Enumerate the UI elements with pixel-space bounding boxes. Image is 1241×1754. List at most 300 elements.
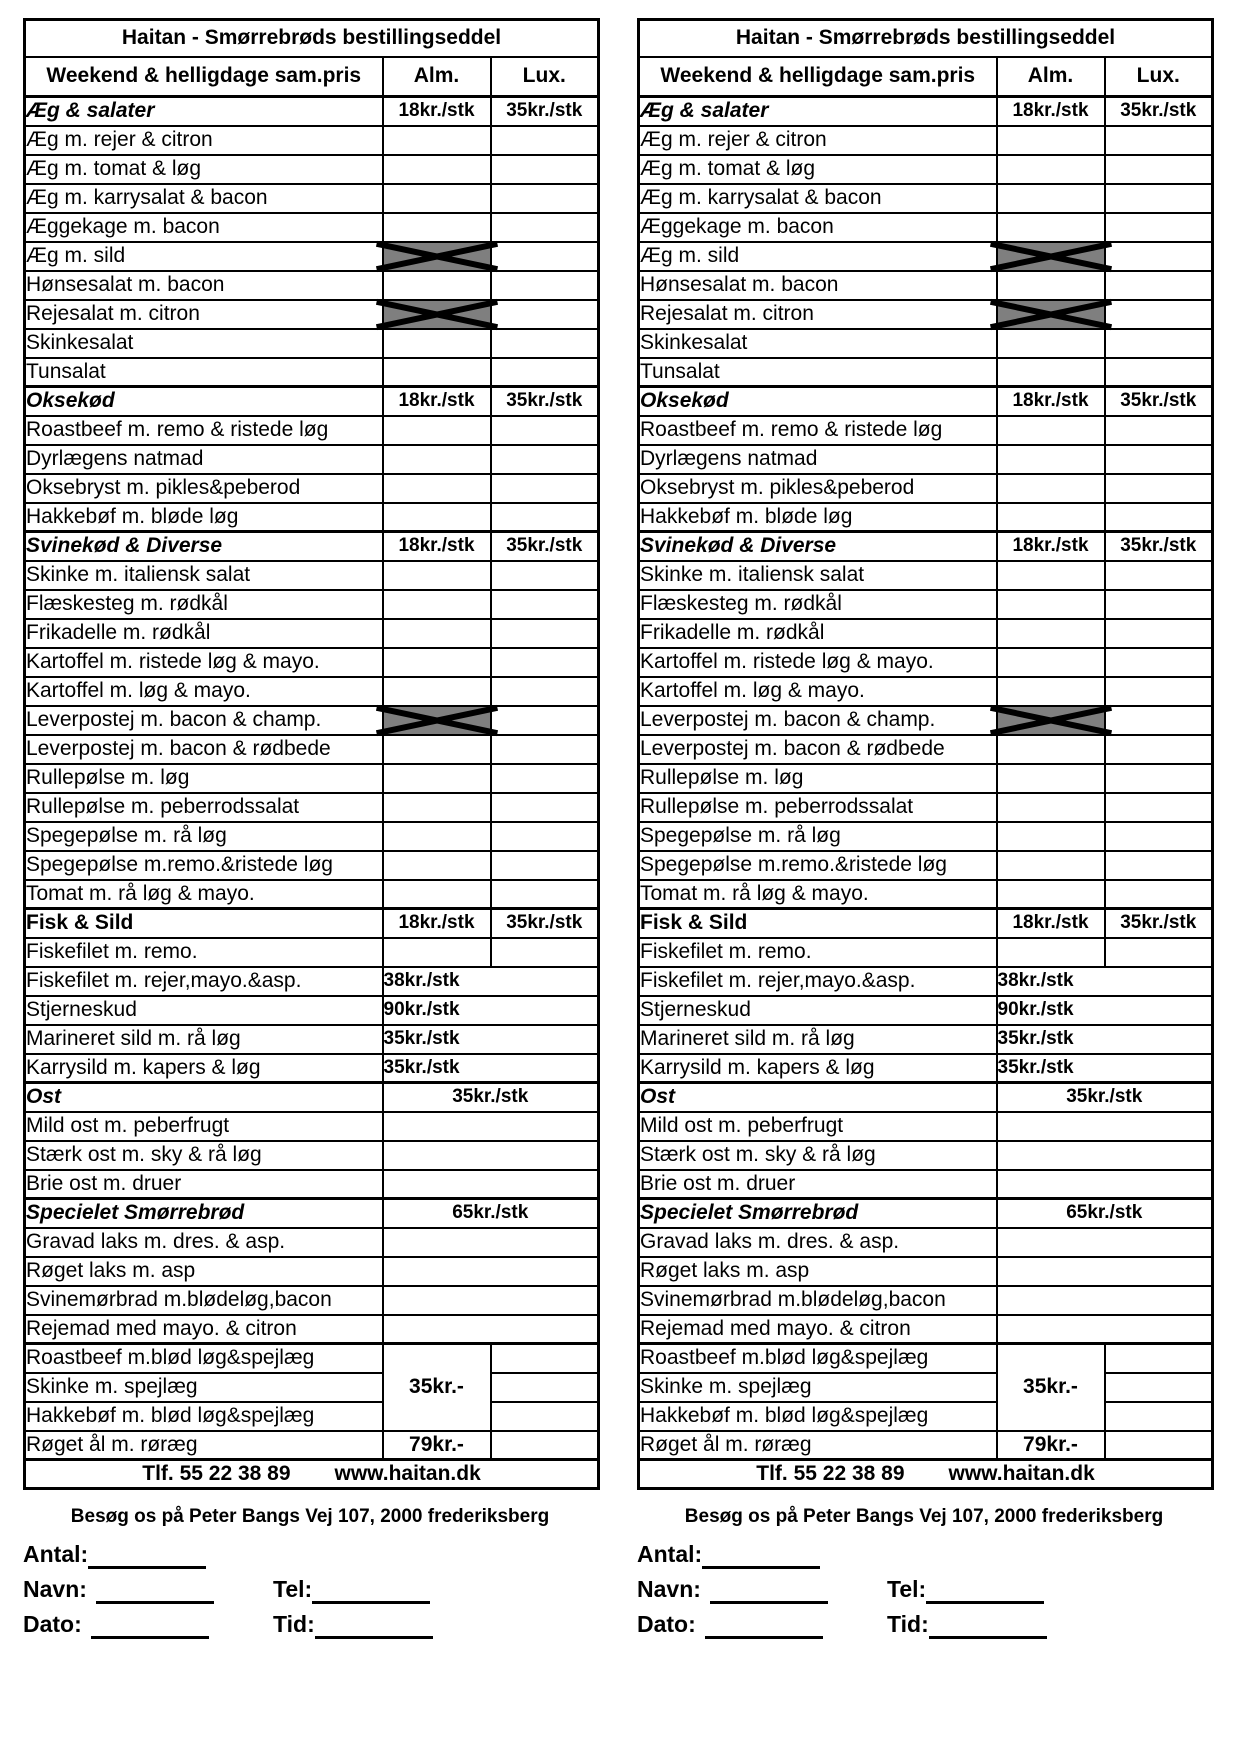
- lux-empty-cell: [1105, 503, 1213, 532]
- alm-price-cell: 18kr./stk: [997, 909, 1105, 938]
- tid-blank-line[interactable]: [315, 1614, 433, 1639]
- menu-row: [25, 1257, 599, 1286]
- item-name-cell: Roastbeef m. remo & ristede løg: [639, 416, 997, 445]
- antal-line: [23, 1541, 597, 1576]
- item-name-cell: Leverpostej m. bacon & champ.: [639, 706, 997, 735]
- merged-empty-cell: [383, 1170, 599, 1199]
- lux-empty-cell: [1105, 1373, 1213, 1402]
- menu-row: [25, 1112, 599, 1141]
- merged-empty-cell: [383, 1286, 599, 1315]
- lux-empty-cell: [491, 329, 599, 358]
- menu-row: [639, 1431, 1213, 1460]
- lux-empty-cell: [491, 880, 599, 909]
- menu-row: [25, 1344, 599, 1373]
- alm-empty-cell: [997, 213, 1105, 242]
- lux-empty-cell: [1105, 822, 1213, 851]
- item-name-cell: Karrysild m. kapers & løg: [25, 1054, 383, 1083]
- lux-price-cell: 35kr./stk: [491, 909, 599, 938]
- item-name-cell: Roastbeef m. remo & ristede løg: [25, 416, 383, 445]
- antal-line: [637, 1541, 1211, 1576]
- phone-number: Tlf. 55 22 38 89: [756, 1462, 905, 1485]
- merged-price-cell: 38kr./stk: [997, 967, 1213, 996]
- section-row: [639, 532, 1213, 561]
- item-name-cell: Rullepølse m. løg: [25, 764, 383, 793]
- table-header-row: [639, 57, 1213, 97]
- merged-empty-cell: [997, 1257, 1213, 1286]
- section-name-cell: Specielet Smørrebrød: [25, 1199, 383, 1228]
- menu-row: [25, 851, 599, 880]
- lux-price-cell: 35kr./stk: [1105, 909, 1213, 938]
- menu-row: [639, 300, 1213, 329]
- lux-empty-cell: [491, 126, 599, 155]
- navn-tel-line: [637, 1576, 1211, 1611]
- menu-rows: [639, 97, 1213, 1460]
- item-name-cell: Leverpostej m. bacon & champ.: [25, 706, 383, 735]
- item-name-cell: Mild ost m. peberfrugt: [639, 1112, 997, 1141]
- alm-empty-cell: [997, 271, 1105, 300]
- alm-empty-cell: [383, 590, 491, 619]
- section-row: [25, 387, 599, 416]
- lux-empty-cell: [1105, 184, 1213, 213]
- lux-price-cell: 35kr./stk: [491, 97, 599, 126]
- unavailable-x-icon: [384, 301, 490, 328]
- menu-row: [639, 996, 1213, 1025]
- alm-empty-cell: [997, 677, 1105, 706]
- merged-empty-cell: [997, 1170, 1213, 1199]
- menu-row: [639, 1402, 1213, 1431]
- menu-row: [639, 242, 1213, 271]
- lux-empty-cell: [1105, 793, 1213, 822]
- item-name-cell: Dyrlægens natmad: [639, 445, 997, 474]
- alm-empty-cell: [997, 184, 1105, 213]
- menu-row: [639, 1054, 1213, 1083]
- item-name-cell: Æg m. sild: [639, 242, 997, 271]
- tel-blank-line[interactable]: [312, 1579, 430, 1604]
- table-footer-row: [639, 1460, 1213, 1489]
- lux-empty-cell: [491, 300, 599, 329]
- alm-price-cell: 79kr.-: [997, 1431, 1105, 1460]
- item-name-cell: Svinemørbrad m.blødeløg,bacon: [639, 1286, 997, 1315]
- item-name-cell: Skinkesalat: [25, 329, 383, 358]
- menu-row: [639, 648, 1213, 677]
- menu-row: [25, 1402, 599, 1431]
- merged-empty-cell: [383, 1315, 599, 1344]
- menu-row: [639, 793, 1213, 822]
- item-name-cell: Rullepølse m. løg: [639, 764, 997, 793]
- navn-tel-line: [23, 1576, 597, 1611]
- alm-empty-cell: [997, 329, 1105, 358]
- lux-empty-cell: [491, 445, 599, 474]
- price-table: [637, 18, 1214, 1490]
- lux-empty-cell: [1105, 648, 1213, 677]
- alm-empty-cell: [383, 851, 491, 880]
- alm-empty-cell: [383, 445, 491, 474]
- lux-empty-cell: [1105, 1344, 1213, 1373]
- item-name-cell: Karrysild m. kapers & løg: [639, 1054, 997, 1083]
- lux-empty-cell: [1105, 590, 1213, 619]
- alm-empty-cell: [383, 764, 491, 793]
- lux-empty-cell: [491, 155, 599, 184]
- menu-row: [25, 967, 599, 996]
- alm-unavailable-cell: [997, 706, 1105, 735]
- item-name-cell: Rejesalat m. citron: [639, 300, 997, 329]
- order-sheet-left: [23, 18, 597, 1646]
- menu-row: [639, 1228, 1213, 1257]
- lux-empty-cell: [1105, 1431, 1213, 1460]
- navn-blank-line[interactable]: [96, 1579, 214, 1604]
- menu-row: [25, 155, 599, 184]
- menu-row: [639, 445, 1213, 474]
- order-form-fields: [23, 1541, 597, 1646]
- website-url: www.haitan.dk: [948, 1462, 1095, 1485]
- item-name-cell: Tunsalat: [639, 358, 997, 387]
- item-name-cell: Stærk ost m. sky & rå løg: [25, 1141, 383, 1170]
- menu-row: [25, 1054, 599, 1083]
- lux-empty-cell: [491, 706, 599, 735]
- item-name-cell: Oksebryst m. pikles&peberod: [639, 474, 997, 503]
- menu-row: [25, 242, 599, 271]
- menu-row: [639, 1025, 1213, 1054]
- table-title-row: [25, 20, 599, 57]
- merged-empty-cell: [383, 1228, 599, 1257]
- merged-price-cell: 65kr./stk: [997, 1199, 1213, 1228]
- lux-empty-cell: [1105, 880, 1213, 909]
- menu-row: [639, 619, 1213, 648]
- section-row: [25, 909, 599, 938]
- menu-row: [25, 793, 599, 822]
- antal-label: Antal:: [23, 1541, 89, 1567]
- menu-row: [639, 880, 1213, 909]
- alm-price-cell: 18kr./stk: [383, 387, 491, 416]
- alm-empty-cell: [383, 735, 491, 764]
- item-name-cell: Fiskefilet m. remo.: [639, 938, 997, 967]
- item-name-cell: Stjerneskud: [25, 996, 383, 1025]
- menu-row: [639, 677, 1213, 706]
- lux-empty-cell: [491, 271, 599, 300]
- menu-row: [25, 561, 599, 590]
- tid-label: Tid:: [273, 1611, 315, 1637]
- dato-label: Dato:: [637, 1611, 696, 1637]
- dato-tid-line: [23, 1611, 597, 1646]
- alm-empty-cell: [383, 126, 491, 155]
- item-name-cell: Æg m. karrysalat & bacon: [639, 184, 997, 213]
- menu-rows: [25, 97, 599, 1460]
- item-name-cell: Æg m. rejer & citron: [639, 126, 997, 155]
- alm-empty-cell: [383, 416, 491, 445]
- section-row: [639, 1083, 1213, 1112]
- lux-empty-cell: [491, 503, 599, 532]
- section-name-cell: Svinekød & Diverse: [25, 532, 383, 561]
- lux-empty-cell: [491, 851, 599, 880]
- item-name-cell: Hønsesalat m. bacon: [25, 271, 383, 300]
- item-name-cell: Æggekage m. bacon: [25, 213, 383, 242]
- item-name-cell: Æg m. sild: [25, 242, 383, 271]
- merged-empty-cell: [997, 1315, 1213, 1344]
- menu-row: [25, 213, 599, 242]
- antal-label: Antal:: [637, 1541, 703, 1567]
- menu-row: [25, 1286, 599, 1315]
- item-name-cell: Marineret sild m. rå løg: [639, 1025, 997, 1054]
- item-name-cell: Dyrlægens natmad: [25, 445, 383, 474]
- item-name-cell: Spegepølse m.remo.&ristede løg: [639, 851, 997, 880]
- alm-empty-cell: [383, 561, 491, 590]
- column-header-alm: Alm.: [997, 57, 1105, 97]
- alm-empty-cell: [997, 474, 1105, 503]
- item-name-cell: Røget laks m. asp: [639, 1257, 997, 1286]
- lux-empty-cell: [1105, 300, 1213, 329]
- menu-row: [639, 1170, 1213, 1199]
- item-name-cell: Hakkebøf m. bløde løg: [25, 503, 383, 532]
- table-header-row: [25, 57, 599, 97]
- alm-empty-cell: [383, 677, 491, 706]
- section-row: [639, 1199, 1213, 1228]
- unavailable-x-icon: [384, 243, 490, 270]
- alm-empty-cell: [997, 735, 1105, 764]
- item-name-cell: Roastbeef m.blød løg&spejlæg: [25, 1344, 383, 1373]
- column-header-lux: Lux.: [491, 57, 599, 97]
- lux-empty-cell: [491, 213, 599, 242]
- alm-empty-cell: [383, 880, 491, 909]
- merged-price-cell: 35kr./stk: [997, 1083, 1213, 1112]
- item-name-cell: Æg m. karrysalat & bacon: [25, 184, 383, 213]
- lux-empty-cell: [491, 184, 599, 213]
- antal-blank-line[interactable]: [88, 1544, 206, 1569]
- alm-empty-cell: [997, 880, 1105, 909]
- lux-empty-cell: [1105, 416, 1213, 445]
- menu-row: [639, 590, 1213, 619]
- item-name-cell: Tunsalat: [25, 358, 383, 387]
- item-name-cell: Røget laks m. asp: [25, 1257, 383, 1286]
- lux-empty-cell: [491, 590, 599, 619]
- menu-row: [25, 619, 599, 648]
- antal-blank-line[interactable]: [702, 1544, 820, 1569]
- menu-row: [25, 677, 599, 706]
- alm-empty-cell: [383, 648, 491, 677]
- item-name-cell: Oksebryst m. pikles&peberod: [25, 474, 383, 503]
- merged-empty-cell: [997, 1228, 1213, 1257]
- section-name-cell: Svinekød & Diverse: [639, 532, 997, 561]
- item-name-cell: Kartoffel m. ristede løg & mayo.: [25, 648, 383, 677]
- menu-row: [25, 1373, 599, 1402]
- alm-empty-cell: [383, 938, 491, 967]
- tel-group: [887, 1576, 1044, 1604]
- lux-empty-cell: [1105, 851, 1213, 880]
- section-row: [25, 1083, 599, 1112]
- item-name-cell: Flæskesteg m. rødkål: [25, 590, 383, 619]
- lux-empty-cell: [1105, 474, 1213, 503]
- menu-row: [639, 184, 1213, 213]
- item-name-cell: Leverpostej m. bacon & rødbede: [639, 735, 997, 764]
- navn-label: Navn:: [23, 1576, 87, 1602]
- item-name-cell: Rejemad med mayo. & citron: [639, 1315, 997, 1344]
- address-line: Besøg os på Peter Bangs Vej 107, 2000 frederiksberg: [70, 1506, 550, 1527]
- merged-price-cell: 35kr./stk: [383, 1083, 599, 1112]
- merged-price-cell: 35kr./stk: [383, 1054, 599, 1083]
- menu-row: [25, 735, 599, 764]
- item-name-cell: Tomat m. rå løg & mayo.: [639, 880, 997, 909]
- navn-blank-line[interactable]: [710, 1579, 828, 1604]
- alm-unavailable-cell: [997, 300, 1105, 329]
- column-header-name: Weekend & helligdage sam.pris: [639, 57, 997, 97]
- column-header-name: Weekend & helligdage sam.pris: [25, 57, 383, 97]
- alm-empty-cell: [997, 590, 1105, 619]
- menu-row: [639, 358, 1213, 387]
- alm-unavailable-cell: [383, 706, 491, 735]
- item-name-cell: Fiskefilet m. rejer,mayo.&asp.: [25, 967, 383, 996]
- dato-tid-line: [637, 1611, 1211, 1646]
- lux-empty-cell: [1105, 126, 1213, 155]
- alm-empty-cell: [383, 358, 491, 387]
- menu-row: [639, 938, 1213, 967]
- table-title: Haitan - Smørrebrøds bestillingseddel: [25, 20, 599, 57]
- lux-empty-cell: [491, 416, 599, 445]
- column-header-alm: Alm.: [383, 57, 491, 97]
- alm-merged-price-cell: 35kr.-: [383, 1344, 491, 1431]
- lux-empty-cell: [1105, 706, 1213, 735]
- lux-empty-cell: [491, 561, 599, 590]
- lux-empty-cell: [491, 938, 599, 967]
- unavailable-x-icon: [998, 707, 1104, 734]
- lux-price-cell: 35kr./stk: [491, 532, 599, 561]
- merged-empty-cell: [383, 1257, 599, 1286]
- lux-empty-cell: [491, 619, 599, 648]
- merged-empty-cell: [997, 1141, 1213, 1170]
- menu-row: [25, 996, 599, 1025]
- menu-row: [639, 213, 1213, 242]
- lux-empty-cell: [491, 1373, 599, 1402]
- column-header-lux: Lux.: [1105, 57, 1213, 97]
- merged-empty-cell: [997, 1112, 1213, 1141]
- lux-empty-cell: [491, 764, 599, 793]
- item-name-cell: Gravad laks m. dres. & asp.: [639, 1228, 997, 1257]
- alm-empty-cell: [997, 358, 1105, 387]
- item-name-cell: Svinemørbrad m.blødeløg,bacon: [25, 1286, 383, 1315]
- alm-empty-cell: [383, 184, 491, 213]
- tid-blank-line[interactable]: [929, 1614, 1047, 1639]
- item-name-cell: Tomat m. rå løg & mayo.: [25, 880, 383, 909]
- tel-label: Tel:: [273, 1576, 313, 1602]
- item-name-cell: Æg m. rejer & citron: [25, 126, 383, 155]
- alm-price-cell: 79kr.-: [383, 1431, 491, 1460]
- lux-empty-cell: [1105, 242, 1213, 271]
- item-name-cell: Brie ost m. druer: [25, 1170, 383, 1199]
- item-name-cell: Æggekage m. bacon: [639, 213, 997, 242]
- contact-cell: [639, 1460, 1213, 1489]
- tel-blank-line[interactable]: [926, 1579, 1044, 1604]
- menu-row: [25, 880, 599, 909]
- item-name-cell: Stjerneskud: [639, 996, 997, 1025]
- menu-row: [25, 416, 599, 445]
- unavailable-x-icon: [384, 707, 490, 734]
- alm-empty-cell: [383, 213, 491, 242]
- item-name-cell: Brie ost m. druer: [639, 1170, 997, 1199]
- alm-empty-cell: [997, 619, 1105, 648]
- alm-price-cell: 18kr./stk: [383, 532, 491, 561]
- menu-row: [639, 503, 1213, 532]
- dato-label: Dato:: [23, 1611, 82, 1637]
- navn-label: Navn:: [637, 1576, 701, 1602]
- merged-price-cell: 35kr./stk: [997, 1025, 1213, 1054]
- unavailable-x-icon: [998, 243, 1104, 270]
- menu-row: [639, 271, 1213, 300]
- dato-blank-line[interactable]: [705, 1614, 823, 1639]
- item-name-cell: Hakkebøf m. blød løg&spejlæg: [25, 1402, 383, 1431]
- unavailable-x-icon: [998, 301, 1104, 328]
- lux-empty-cell: [1105, 1402, 1213, 1431]
- item-name-cell: Kartoffel m. løg & mayo.: [639, 677, 997, 706]
- lux-empty-cell: [1105, 938, 1213, 967]
- item-name-cell: Rejesalat m. citron: [25, 300, 383, 329]
- merged-price-cell: 35kr./stk: [997, 1054, 1213, 1083]
- alm-empty-cell: [383, 822, 491, 851]
- menu-row: [639, 416, 1213, 445]
- section-name-cell: Æg & salater: [639, 97, 997, 126]
- alm-empty-cell: [383, 474, 491, 503]
- section-row: [639, 909, 1213, 938]
- lux-empty-cell: [491, 1402, 599, 1431]
- menu-row: [639, 329, 1213, 358]
- alm-empty-cell: [383, 503, 491, 532]
- alm-empty-cell: [383, 329, 491, 358]
- alm-empty-cell: [997, 822, 1105, 851]
- alm-empty-cell: [383, 793, 491, 822]
- tid-group: [273, 1611, 433, 1639]
- menu-row: [639, 851, 1213, 880]
- menu-row: [25, 1431, 599, 1460]
- section-row: [639, 387, 1213, 416]
- table-title: Haitan - Smørrebrøds bestillingseddel: [639, 20, 1213, 57]
- menu-row: [639, 1141, 1213, 1170]
- item-name-cell: Hønsesalat m. bacon: [639, 271, 997, 300]
- alm-price-cell: 18kr./stk: [383, 97, 491, 126]
- section-row: [25, 1199, 599, 1228]
- item-name-cell: Spegepølse m.remo.&ristede løg: [25, 851, 383, 880]
- item-name-cell: Kartoffel m. ristede løg & mayo.: [639, 648, 997, 677]
- menu-row: [639, 1257, 1213, 1286]
- menu-row: [639, 474, 1213, 503]
- contact-cell: [25, 1460, 599, 1489]
- menu-row: [639, 155, 1213, 184]
- alm-empty-cell: [997, 793, 1105, 822]
- alm-empty-cell: [997, 938, 1105, 967]
- menu-row: [25, 1315, 599, 1344]
- alm-unavailable-cell: [997, 242, 1105, 271]
- tid-group: [887, 1611, 1047, 1639]
- section-name-cell: Oksekød: [25, 387, 383, 416]
- menu-row: [639, 561, 1213, 590]
- menu-row: [25, 648, 599, 677]
- menu-row: [25, 271, 599, 300]
- lux-empty-cell: [1105, 735, 1213, 764]
- item-name-cell: Mild ost m. peberfrugt: [25, 1112, 383, 1141]
- lux-empty-cell: [1105, 764, 1213, 793]
- item-name-cell: Rejemad med mayo. & citron: [25, 1315, 383, 1344]
- tid-label: Tid:: [887, 1611, 929, 1637]
- menu-row: [639, 735, 1213, 764]
- merged-price-cell: 90kr./stk: [997, 996, 1213, 1025]
- lux-empty-cell: [1105, 619, 1213, 648]
- alm-merged-price-cell: 35kr.-: [997, 1344, 1105, 1431]
- alm-empty-cell: [383, 155, 491, 184]
- item-name-cell: Spegepølse m. rå løg: [639, 822, 997, 851]
- section-name-cell: Fisk & Sild: [25, 909, 383, 938]
- menu-row: [25, 1141, 599, 1170]
- menu-row: [639, 1315, 1213, 1344]
- menu-row: [25, 1228, 599, 1257]
- item-name-cell: Æg m. tomat & løg: [25, 155, 383, 184]
- menu-row: [25, 474, 599, 503]
- dato-blank-line[interactable]: [91, 1614, 209, 1639]
